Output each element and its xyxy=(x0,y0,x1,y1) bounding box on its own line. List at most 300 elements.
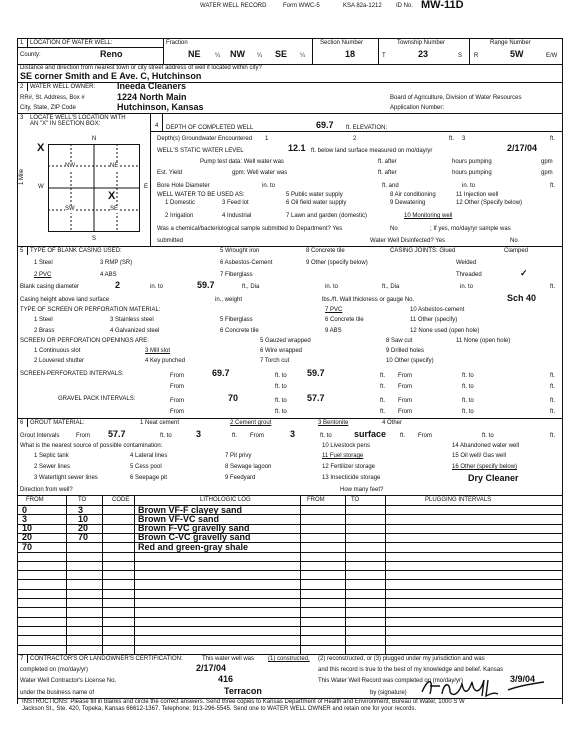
contamination-label: What is the nearest source of possible contamination: xyxy=(20,443,163,449)
yield-label: Est. Yield xyxy=(157,170,183,176)
log-row-line xyxy=(17,524,562,525)
contamination-option: 10 Livestock pens xyxy=(322,443,371,449)
gw1: 1 xyxy=(265,136,269,142)
sec3-label1: LOCATE WELL'S LOCATION WITH xyxy=(30,115,126,121)
gpm: gpm xyxy=(541,159,553,165)
casing-option: 7 Fiberglass xyxy=(220,272,253,278)
opening-option: 10 Other (specify) xyxy=(386,358,434,364)
ft-dia: ft., Dia xyxy=(382,284,400,290)
contamination-option: 15 Oil well/ Gas well xyxy=(452,453,507,459)
in-to: in. to xyxy=(150,284,164,290)
form-title: WATER WELL RECORD xyxy=(200,3,267,9)
address-value: 1224 North Main xyxy=(117,92,187,102)
ft: ft. xyxy=(550,183,556,189)
sec4-number: 4 xyxy=(155,123,159,129)
ft-to: ft. to xyxy=(462,373,474,379)
section-box-grid xyxy=(48,144,140,232)
log-cell-desc: Brown F-VC gravelly sand xyxy=(138,523,250,534)
ft-to: ft. to xyxy=(320,433,332,439)
township-label: Township Number xyxy=(397,40,446,46)
sec2-num-box xyxy=(27,82,28,91)
signature xyxy=(418,676,548,698)
line xyxy=(17,246,562,247)
log-cell-to: 10 xyxy=(78,513,89,524)
log-cell-from: 0 xyxy=(22,504,28,515)
opening-option: 7 Torch cut xyxy=(260,358,290,364)
log-row-line xyxy=(17,533,562,534)
contamination-option: 5 Cess pool xyxy=(130,464,162,470)
yield-gpm: gpm: Well water was xyxy=(232,170,288,176)
contamination-option: 9 Feedyard xyxy=(225,475,256,481)
from: From xyxy=(398,409,412,415)
log-cell-desc: Brown VF-VC sand xyxy=(138,513,220,524)
log-col-line xyxy=(385,495,386,654)
sec3-divider xyxy=(150,113,151,246)
id-value: MW-11D xyxy=(421,0,464,11)
screen-option: 3 Stainless steel xyxy=(110,317,154,323)
opening-option: 9 Drilled holes xyxy=(386,348,425,354)
screen-option: 2 Brass xyxy=(34,328,55,334)
ft: ft. xyxy=(400,433,406,439)
static-tail: ft. below land surface measured on mo/day/yr xyxy=(311,148,433,154)
use-option: 11 Injection well xyxy=(456,192,499,198)
fraction-q3: SE xyxy=(275,49,288,59)
nw-label: NW xyxy=(65,163,75,169)
from: From xyxy=(398,398,412,404)
use-option: 7 Lawn and garden (domestic) xyxy=(286,213,368,219)
ft-to: ft. to xyxy=(275,384,287,390)
sec4-num-box xyxy=(162,113,163,131)
ft: ft. xyxy=(550,433,556,439)
other-source-value: Dry Cleaner xyxy=(468,473,519,483)
grout-option-selected: 2 Cement grout xyxy=(230,420,272,426)
log-header-code: CODE xyxy=(112,497,130,503)
ft: ft. xyxy=(550,373,556,379)
no: No xyxy=(390,226,398,232)
screen-option: 9 ABS xyxy=(325,328,342,334)
fraction-q1: NE xyxy=(188,49,201,59)
after: ft. after xyxy=(378,159,397,165)
joints-label: CASING JOINTS: Glued xyxy=(390,248,456,254)
true-text: and this record is true to the best of my knowledge and belief. Kansas xyxy=(318,667,504,673)
contamination-option: 1 Septic tank xyxy=(34,453,69,459)
corner-x-mark: X xyxy=(37,142,45,154)
line xyxy=(17,82,562,83)
log-row-line xyxy=(17,505,562,506)
ft-to: ft. to xyxy=(275,409,287,415)
log-cell-desc: Red and green-gray shale xyxy=(138,541,249,552)
use-option: 9 Dewatering xyxy=(390,200,426,206)
sec5-num-box xyxy=(27,246,28,255)
elevation-label: ft. ELEVATION: xyxy=(346,125,388,131)
from: From xyxy=(170,409,184,415)
ft-to: ft. to xyxy=(275,398,287,404)
log-row-line xyxy=(17,617,562,618)
instructions-line1: INSTRUCTIONS: Please fill in blanks and circle the correct answers. Send three copies to Kansas Department of Health and Environment, Bureau of Water, 1000 S W xyxy=(22,699,465,705)
mile-label: 1 Mile xyxy=(19,168,25,185)
sec1-label: LOCATION OF WATER WELL: xyxy=(30,40,113,46)
log-row-line xyxy=(17,561,562,562)
log-row-line xyxy=(17,626,562,627)
log-header-plugging: PLUGGING INTERVALS xyxy=(425,497,492,503)
opening-option: 8 Saw cut xyxy=(386,338,413,344)
in-to: in. to xyxy=(325,284,339,290)
from: From xyxy=(250,433,264,439)
board-label: Board of Agriculture, Division of Water Resources xyxy=(390,95,522,101)
sec1-number: 1 xyxy=(20,40,24,46)
use-option: 8 Air conditioning xyxy=(390,192,436,198)
threaded: Threaded xyxy=(456,272,482,278)
owner-label: WATER WELL OWNER: xyxy=(30,84,96,90)
divider-range xyxy=(469,38,470,64)
log-col-line xyxy=(345,495,346,654)
use-option: 6 Oil field water supply xyxy=(286,200,347,206)
screen-option-selected: 7 PVC xyxy=(325,307,343,313)
contamination-option-selected: 11 Fuel storage xyxy=(322,453,364,459)
instructions-line2: Jackson St., Ste. 420, Topeka, Kansas 66612-1367. Telephone: 913-296-5545. Send one to WATER WELL OWNER and retain one for your records. xyxy=(22,706,417,712)
screen-option: 1 Steel xyxy=(34,317,53,323)
business-value: Terracon xyxy=(224,686,262,696)
quarter-mark: ¼ xyxy=(300,53,306,59)
screen-option: 10 Asbestos-cement xyxy=(410,307,465,313)
hours: hours pumping xyxy=(452,170,492,176)
grout-label: GROUT MATERIAL: xyxy=(30,420,85,426)
line xyxy=(150,131,562,132)
application-label: Application Number: xyxy=(390,105,445,111)
range-r: R xyxy=(474,53,479,59)
from: From xyxy=(170,398,184,404)
ne-label: NE xyxy=(110,163,119,169)
hours: hours pumping xyxy=(452,159,492,165)
grout-option: 4 Other xyxy=(382,420,403,426)
perf-to-value: 59.7 xyxy=(307,368,325,378)
line xyxy=(17,113,562,114)
log-row-line xyxy=(17,514,562,515)
log-col-line xyxy=(134,495,135,654)
opening-option: 11 None (open hole) xyxy=(456,338,511,344)
feet-label: How many feet? xyxy=(340,487,384,493)
ft: ft. xyxy=(380,384,386,390)
from: From xyxy=(170,373,184,379)
sec1-num-box xyxy=(27,38,28,47)
opening-option: 5 Gauzed wrapped xyxy=(260,338,311,344)
welded: Welded xyxy=(456,260,477,266)
se-label: SE xyxy=(110,206,119,212)
ft: ft. xyxy=(550,398,556,404)
sec7-number: 7 xyxy=(20,656,24,662)
township-t: T xyxy=(382,53,386,59)
contamination-option: 3 Watertight sewer lines xyxy=(34,475,98,481)
perf-label: SCREEN-PERFORATED INTERVALS: xyxy=(20,371,124,377)
log-row-line xyxy=(17,598,562,599)
quarter-mark: ¼ xyxy=(257,53,263,59)
threaded-check: ✓ xyxy=(520,268,528,278)
use-option: 5 Public water supply xyxy=(286,192,343,198)
pump-test-label: Pump test data: Well water was xyxy=(200,159,284,165)
casing-option: 1 Steel xyxy=(34,260,53,266)
weight: in., weight xyxy=(215,297,243,303)
ft-to: ft. to xyxy=(462,409,474,415)
section-label: Section Number xyxy=(320,40,364,46)
log-row-line xyxy=(17,607,562,608)
contamination-option: 6 Seepage pit xyxy=(130,475,168,481)
ft-dia: ft., Dia xyxy=(242,284,260,290)
grout1-to: 3 xyxy=(196,429,202,439)
grout2-from: 3 xyxy=(290,429,296,439)
log-row-line xyxy=(17,570,562,571)
business-label: under the business name of xyxy=(20,690,95,696)
ft-to: ft. to xyxy=(462,384,474,390)
direction-label: Direction from well? xyxy=(20,487,73,493)
diameter-value: 2 xyxy=(115,280,121,290)
completed-date: 2/17/04 xyxy=(196,663,227,673)
casing-option: 8 Concrete tile xyxy=(306,248,345,254)
diameter-label: Blank casing diameter xyxy=(20,284,80,290)
casing-option: 9 Other (specify below) xyxy=(306,260,368,266)
id-label: ID No. xyxy=(396,3,414,9)
ft-to: ft. to xyxy=(275,373,287,379)
county-label: County: xyxy=(20,52,41,58)
static-date: 2/17/04 xyxy=(507,143,538,153)
city-label: City, State, ZIP Code xyxy=(20,105,76,111)
grout-option: 1 Neat cement xyxy=(140,420,180,426)
range-ew: E/W xyxy=(546,53,558,59)
log-row-line xyxy=(17,552,562,553)
signature-label: by (signature) xyxy=(370,690,407,696)
from: From xyxy=(76,433,90,439)
from: From xyxy=(398,373,412,379)
perf-from-value: 69.7 xyxy=(212,368,230,378)
contamination-option: 14 Abandoned water well xyxy=(452,443,520,449)
screen-label: TYPE OF SCREEN OR PERFORATION MATERIAL: xyxy=(20,307,161,313)
distance-label: Distance and direction from nearest town or city street address of well if located within city? xyxy=(20,65,262,71)
openings-label: SCREEN OR PERFORATION OPENINGS ARE: xyxy=(20,338,149,344)
sec3-number: 3 xyxy=(20,115,24,121)
log-row-line xyxy=(17,579,562,580)
sec6-number: 6 xyxy=(20,420,24,426)
opening-option: 2 Louvered shutter xyxy=(34,358,85,364)
cert-text: This water well was xyxy=(202,656,255,662)
log-cell-from: 20 xyxy=(22,532,33,543)
grout-option-selected: 3 Bentonite xyxy=(318,420,349,426)
height-label: Casing height above land surface xyxy=(20,297,110,303)
completed-label: completed on (mo/day/yr) xyxy=(20,667,89,673)
screen-option: 12 None used (open hole) xyxy=(410,328,480,334)
constructed-option: (1) constructed, xyxy=(268,656,310,662)
county-value: Reno xyxy=(100,49,123,59)
frame-top xyxy=(17,38,562,39)
sec7-num-box xyxy=(27,654,28,663)
log-cell-to: 20 xyxy=(78,523,89,534)
from: From xyxy=(170,384,184,390)
log-header-plug-to: TO xyxy=(351,497,360,503)
log-cell-desc: Brown C-VC gravelly sand xyxy=(138,532,251,543)
line xyxy=(17,47,163,48)
opening-option-selected: 3 Mill slot xyxy=(145,348,171,354)
sw-label: SW xyxy=(65,206,75,212)
contamination-option: 13 Insecticide storage xyxy=(322,475,381,481)
log-row-line xyxy=(17,589,562,590)
casing-option: 4 ABS xyxy=(100,272,117,278)
township-value: 23 xyxy=(418,49,429,59)
south-label: S xyxy=(92,236,97,242)
fraction-q2: NW xyxy=(230,49,245,59)
use-option: 1 Domestic xyxy=(165,200,196,206)
from: From xyxy=(398,384,412,390)
sec2-number: 2 xyxy=(20,84,24,90)
log-row-line xyxy=(17,542,562,543)
pack-to-value: 57.7 xyxy=(307,393,325,403)
sec3-label2: AN "X" IN SECTION BOX: xyxy=(30,121,101,127)
line xyxy=(17,418,562,419)
ksa-reference: KSA 82a-1212 xyxy=(343,3,382,9)
cert-label: CONTRACTOR'S OR LANDOWNER'S CERTIFICATION: xyxy=(30,656,183,662)
license-value: 416 xyxy=(218,674,234,684)
divider-fraction xyxy=(163,38,164,64)
screen-option: 11 Other (specify) xyxy=(410,317,458,323)
screen-option: 4 Galvanized steel xyxy=(110,328,160,334)
casing-label: TYPE OF BLANK CASING USED: xyxy=(30,248,122,254)
log-col-line xyxy=(562,495,563,654)
distance-value: SE corner Smith and E Ave. C, Hutchinson xyxy=(20,71,202,81)
use-option: 3 Feed lot xyxy=(222,200,249,206)
disinfected-label: Water Well Disinfected? Yes xyxy=(370,238,446,244)
use-option-selected: 10 Monitoring well xyxy=(404,213,453,219)
ft: ft. xyxy=(380,373,386,379)
chem-label: Was a chemical/bacteriological sample submitted to Department? Yes xyxy=(157,226,343,232)
address-label: RR#, St. Address, Box # xyxy=(20,95,85,101)
static-level-value: 12.1 xyxy=(288,143,306,153)
depth-label: DEPTH OF COMPLETED WELL xyxy=(166,125,254,131)
casing-option-selected: 2 PVC xyxy=(34,272,52,278)
log-col-line xyxy=(102,495,103,654)
ft: ft. xyxy=(380,398,386,404)
no: No xyxy=(510,238,518,244)
ft: ft. xyxy=(449,136,455,142)
contamination-option-selected: 16 Other (specify below) xyxy=(452,464,518,470)
log-cell-to: 70 xyxy=(78,532,89,543)
well-location-x: X xyxy=(108,190,116,202)
range-value: 5W xyxy=(510,49,524,59)
ft-to: ft. to xyxy=(482,433,494,439)
groundwater-label: Depth(s) Groundwater Encountered xyxy=(157,136,253,142)
casing-option: 5 Wrought iron xyxy=(220,248,260,254)
use-option: 2 Irrigation xyxy=(165,213,194,219)
ft: ft. xyxy=(550,409,556,415)
gauge-value: Sch 40 xyxy=(507,293,537,303)
screen-option: 6 Concrete tile xyxy=(220,328,259,334)
log-col-line xyxy=(17,495,18,654)
opening-option: 4 Key punched xyxy=(145,358,186,364)
line xyxy=(17,654,562,655)
after: ft. after xyxy=(378,170,397,176)
section-value: 18 xyxy=(345,49,356,59)
log-row-line xyxy=(17,635,562,636)
ft-and: ft. and xyxy=(382,183,399,189)
screen-option: 6 Concrete tile xyxy=(325,317,364,323)
line xyxy=(17,495,562,496)
log-cell-from: 70 xyxy=(22,541,33,552)
record-date: 3/9/04 xyxy=(510,674,536,684)
east-label: E xyxy=(144,184,149,190)
grout1-from: 57.7 xyxy=(108,429,126,439)
west-label: W xyxy=(38,184,44,190)
log-header-from: FROM xyxy=(26,497,44,503)
contamination-option: 12 Fertilizer storage xyxy=(322,464,376,470)
gw2: 2 xyxy=(353,136,357,142)
township-s: S xyxy=(458,53,463,59)
divider-section xyxy=(312,38,313,64)
grout-intervals-label: Grout Intervals xyxy=(20,433,60,439)
contamination-option: 2 Sewer lines xyxy=(34,464,71,470)
ft: ft. xyxy=(380,409,386,415)
contamination-option: 7 Pit privy xyxy=(225,453,252,459)
grout2-to: surface xyxy=(354,429,387,439)
license-label: Water Well Contractor's License No. xyxy=(20,678,117,684)
pack-from-value: 70 xyxy=(228,393,239,403)
sec6-num-box xyxy=(27,418,28,427)
clamped: Clamped xyxy=(504,248,529,254)
log-row-line xyxy=(17,645,562,646)
submitted: submitted xyxy=(157,238,184,244)
in-to: in. to xyxy=(262,183,276,189)
lbs: lbs./ft. Wall thickness or gauge No. xyxy=(322,297,415,303)
city-value: Hutchinson, Kansas xyxy=(117,102,204,112)
casing-option: 6 Asbestos-Cement xyxy=(220,260,273,266)
range-label: Range Number xyxy=(490,40,531,46)
gpm: gpm xyxy=(541,170,553,176)
casing-option: 3 RMP (SR) xyxy=(100,260,133,266)
in-to: in. to xyxy=(462,183,476,189)
north-label: N xyxy=(92,136,97,142)
depth-value: 69.7 xyxy=(316,120,334,130)
log-cell-from: 10 xyxy=(22,523,33,534)
owner-value: Ineeda Cleaners xyxy=(117,81,187,91)
form-number: Form WWC-5 xyxy=(283,3,320,9)
opening-option: 6 Wire wrapped xyxy=(260,348,303,354)
log-cell-desc: Brown VF-F clayey sand xyxy=(138,504,243,515)
ft: ft. xyxy=(550,284,556,290)
use-option: 4 Industrial xyxy=(222,213,252,219)
log-cell-from: 3 xyxy=(22,513,28,524)
log-col-line xyxy=(66,495,67,654)
opening-option: 1 Continuous slot xyxy=(34,348,81,354)
divider-township xyxy=(378,38,379,64)
gravel-pack-label: GRAVEL PACK INTERVALS: xyxy=(58,396,136,402)
gw3: 3 xyxy=(462,136,466,142)
use-option: 12 Other (Specify below) xyxy=(456,200,523,206)
log-col-line xyxy=(300,495,301,654)
use-label: WELL WATER TO BE USED AS: xyxy=(157,192,245,198)
log-header-plug-from: FROM xyxy=(307,497,325,503)
ft-to: ft. to xyxy=(160,433,172,439)
log-cell-to: 3 xyxy=(78,504,84,515)
record-text: This Water Well Record was completed on (mo/day/yr) xyxy=(318,678,464,684)
contamination-option: 4 Lateral lines xyxy=(130,453,168,459)
static-level-label: WELL'S STATIC WATER LEVEL xyxy=(157,148,244,154)
ft: ft. xyxy=(550,136,556,142)
log-header-to: TO xyxy=(78,497,87,503)
ft: ft. xyxy=(550,384,556,390)
chem-tail: ; If yes, mo/day/yr sample was xyxy=(430,226,511,232)
diameter-to-value: 59.7 xyxy=(197,280,215,290)
reconstructed-option: (2) reconstructed, or (3) plugged under my jurisdiction and was xyxy=(318,656,485,662)
sec5-number: 5 xyxy=(20,248,24,254)
in-to: in. to xyxy=(460,284,474,290)
ft: ft. xyxy=(232,433,238,439)
from: From xyxy=(418,433,432,439)
fraction-label: Fraction xyxy=(166,40,188,46)
